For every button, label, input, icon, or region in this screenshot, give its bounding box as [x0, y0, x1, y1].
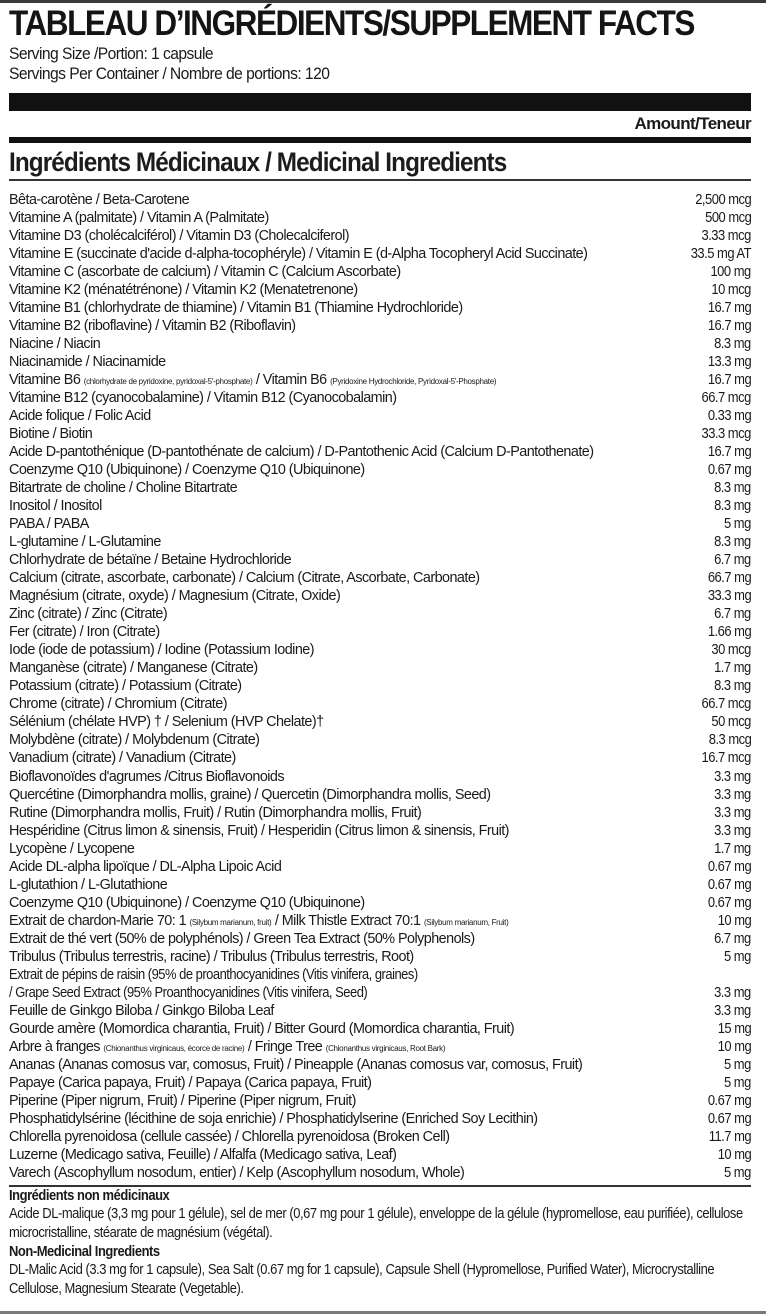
ingredient-name-wrap: [9, 209, 269, 227]
ingredient-name-fr: Coenzyme Q10 (Ubiquinone) / Coenzyme Q10 (Ubiquinone): [9, 894, 365, 911]
ingredient-name-fr: Bitartrate de choline / Choline Bitartrate: [9, 480, 238, 497]
ingredient-row: [9, 786, 751, 804]
supplement-facts-label: [9, 0, 751, 1299]
label-title: TABLEAU D’INGRÉDIENTS/SUPPLEMENT FACTS: [9, 4, 694, 43]
ingredient-source-en: (Silybum marianum, Fruit): [423, 917, 509, 927]
ingredient-name: [9, 859, 281, 875]
ingredient-name: [9, 877, 167, 893]
ingredient-amount: 66.7 mg: [707, 570, 751, 587]
ingredient-amount: 3.3 mg: [714, 804, 751, 821]
ingredient-amount: 1.66 mg: [707, 624, 751, 641]
ingredient-name-fr: Ananas (Ananas comosus var, comosus, Fruit) / Pineapple (Ananas comosus var, comosus, Fruit): [9, 1056, 583, 1073]
ingredient-name: [9, 246, 587, 262]
ingredient-row: [9, 930, 751, 948]
ingredient-name-wrap: [9, 876, 167, 894]
ingredient-name-wrap: [9, 569, 480, 587]
ingredient-amount: 11.7 mg: [708, 1128, 751, 1145]
ingredient-name-wrap: [9, 533, 161, 551]
ingredient-name-wrap: [9, 353, 166, 371]
ingredient-name-wrap: [9, 479, 237, 497]
ingredient-name-wrap: [9, 768, 284, 786]
ingredient-amount: 33.3 mcg: [701, 426, 751, 443]
ingredient-amount: 500 mcg: [704, 210, 751, 227]
ingredient-name-en: / Milk Thistle Extract 70:1: [274, 912, 421, 929]
ingredient-amount: 16.7 mg: [707, 318, 751, 335]
ingredient-amount: 30 mcg: [711, 642, 751, 659]
ingredient-name-fr: Varech (Ascophyllum nosodum, entier) / Kelp (Ascophyllum nosodum, Whole): [9, 1164, 465, 1181]
ingredient-row: [9, 299, 751, 317]
ingredient-name-fr: Hespéridine (Citrus limon & sinensis, Fruit) / Hesperidin (Citrus limon & sinensis, Fruit): [9, 822, 509, 839]
ingredient-row: [9, 569, 751, 587]
ingredient-row: [9, 191, 751, 209]
ingredient-name-fr: Tribulus (Tribulus terrestris, racine) / Tribulus (Tribulus terrestris, Root): [9, 948, 414, 965]
ingredient-name-wrap: [9, 1092, 356, 1110]
ingredient-name-fr: Phosphatidylsérine (lécithine de soja enrichie) / Phosphatidylserine (Enriched Soy Lecithin): [9, 1110, 538, 1127]
ingredient-name-fr: Extrait de chardon-Marie 70: 1: [9, 912, 187, 929]
ingredient-row: [9, 227, 751, 245]
thin-divider: [9, 137, 751, 143]
ingredient-name: [9, 1093, 356, 1109]
ingredient-name-fr: L-glutathion / L-Glutathione: [9, 876, 168, 893]
ingredient-name-fr: Manganèse (citrate) / Manganese (Citrate): [9, 660, 258, 677]
ingredient-row: [9, 894, 751, 912]
ingredient-name-fr: Potassium (citrate) / Potassium (Citrate): [9, 678, 242, 695]
ingredient-name-wrap: [9, 894, 365, 912]
ingredient-name-wrap: [9, 749, 236, 767]
ingredient-name-wrap: [9, 641, 314, 659]
ingredient-name: [9, 805, 421, 821]
section-rule: [9, 179, 751, 181]
non-medicinal-rule: [9, 1185, 751, 1187]
ingredient-name: [9, 1057, 582, 1073]
ingredient-amount: 8.3 mg: [714, 678, 751, 695]
ingredient-amount: 6.7 mg: [714, 930, 751, 947]
ingredient-name: [9, 354, 166, 370]
ingredient-row: [9, 749, 751, 767]
ingredient-name: [9, 408, 151, 424]
ingredient-name-fr: Chlorella pyrenoidosa (cellule cassée) / Chlorella pyrenoidosa (Broken Cell): [9, 1128, 450, 1145]
ingredient-name-wrap: [9, 1038, 445, 1058]
ingredient-name-en: / Vitamin B6: [255, 372, 327, 389]
ingredient-name-fr: L-glutamine / L-Glutamine: [9, 534, 161, 551]
ingredient-name: [9, 300, 463, 316]
ingredient-name-wrap: [9, 515, 89, 533]
ingredient-name-fr: Extrait de pépins de raisin (95% de proanthocyanidines (Vitis vinifera, graines): [9, 966, 418, 983]
ingredient-amount: 3.33 mcg: [701, 228, 751, 245]
ingredient-amount: 3.3 mg: [714, 984, 751, 1001]
ingredient-amount: 50 mcg: [711, 714, 751, 731]
non-medicinal-title-fr: Ingrédients non médicinaux: [9, 1187, 170, 1204]
ingredient-name-fr: PABA / PABA: [9, 516, 89, 533]
ingredient-name: [9, 841, 134, 857]
ingredient-name-wrap: [9, 371, 496, 391]
ingredient-name: [9, 696, 227, 712]
ingredient-name: [9, 966, 418, 984]
ingredient-name: [9, 372, 496, 388]
ingredient-name-wrap: [9, 858, 281, 876]
ingredient-name-line2: / Grape Seed Extract (95% Proanthocyanidines (Vitis vinifera, Seed): [9, 984, 368, 1001]
ingredient-amount: 8.3 mg: [714, 534, 751, 551]
ingredient-name-fr: Zinc (citrate) / Zinc (Citrate): [9, 606, 168, 623]
ingredient-row: [9, 371, 751, 389]
ingredient-name: [9, 282, 358, 298]
thick-divider: [9, 93, 751, 111]
ingredient-amount: 13.3 mg: [707, 354, 751, 371]
ingredient-row: [9, 605, 751, 623]
ingredient-name: [9, 1147, 396, 1163]
ingredient-name: [9, 823, 509, 839]
ingredient-name: [9, 769, 284, 785]
ingredient-name: [9, 787, 490, 803]
ingredient-name-wrap: [9, 1056, 582, 1074]
ingredient-amount: 1.7 mg: [714, 840, 751, 857]
ingredient-name-fr: Extrait de thé vert (50% de polyphénols) / Green Tea Extract (50% Polyphenols): [9, 930, 475, 947]
ingredient-amount: 8.3 mg: [714, 336, 751, 353]
ingredient-amount: 15 mg: [717, 1020, 751, 1037]
ingredient-amount: 3.3 mg: [714, 822, 751, 839]
ingredient-name-wrap: [9, 299, 463, 317]
ingredient-amount: 0.67 mg: [707, 858, 751, 875]
ingredient-name: [9, 426, 92, 442]
ingredient-name: [9, 732, 259, 748]
ingredient-name-fr: Vanadium (citrate) / Vanadium (Citrate): [9, 750, 236, 767]
servings-per-container: Servings Per Container / Nombre de portions: 120: [9, 64, 330, 83]
ingredient-row: [9, 1110, 751, 1128]
ingredient-amount: 5 mg: [724, 1074, 751, 1091]
ingredient-name-wrap: [9, 623, 160, 641]
ingredient-name-fr: Quercétine (Dimorphandra mollis, graine) / Quercetin (Dimorphandra mollis, Seed): [9, 786, 491, 803]
ingredient-row: [9, 966, 751, 1002]
ingredient-name: [9, 516, 89, 532]
ingredient-amount: 3.3 mg: [714, 768, 751, 785]
ingredient-row: [9, 263, 751, 281]
ingredient-row: [9, 822, 751, 840]
ingredient-name: [9, 336, 100, 352]
ingredient-amount: 5 mg: [724, 1164, 751, 1181]
ingredient-name-fr: Chrome (citrate) / Chromium (Citrate): [9, 696, 227, 713]
ingredient-name-wrap: [9, 822, 509, 840]
ingredient-name: [9, 714, 324, 730]
ingredient-name-wrap: [9, 461, 365, 479]
ingredient-name: [9, 642, 314, 658]
ingredient-name: [9, 624, 160, 640]
ingredient-name-fr: Molybdène (citrate) / Molybdenum (Citrate): [9, 732, 260, 749]
ingredient-name-wrap: [9, 281, 358, 299]
ingredient-amount: 66.7 mcg: [701, 696, 751, 713]
ingredient-name-wrap: [9, 497, 102, 515]
ingredient-name-wrap: [9, 605, 167, 623]
ingredient-name: [9, 390, 396, 406]
ingredient-name-fr: Vitamine B12 (cyanocobalamine) / Vitamin B12 (Cyanocobalamin): [9, 390, 397, 407]
ingredient-name-wrap: [9, 804, 421, 822]
ingredient-amount: 10 mg: [717, 912, 751, 929]
ingredient-name: [9, 1039, 445, 1055]
ingredient-row: [9, 1128, 751, 1146]
ingredient-source-fr: (Silybum marianum, fruit): [189, 917, 272, 927]
ingredient-amount: 0.67 mg: [707, 894, 751, 911]
ingredient-amount: 8.3 mcg: [708, 732, 751, 749]
ingredient-name: [9, 210, 269, 226]
ingredient-amount: 0.67 mg: [707, 876, 751, 893]
ingredient-amount: 0.67 mg: [707, 462, 751, 479]
ingredient-name-wrap: [9, 425, 92, 443]
ingredient-name-fr: Vitamine B2 (riboflavine) / Vitamin B2 (Riboflavin): [9, 318, 296, 335]
ingredient-name-wrap: [9, 786, 490, 804]
ingredient-name: [9, 1129, 450, 1145]
ingredient-name-fr: Vitamine E (succinate d'acide d-alpha-tocophéryle) / Vitamin E (d-Alpha Tocopheryl Acid Succinate): [9, 246, 588, 263]
ingredient-name: [9, 552, 291, 568]
ingredient-name-fr: Vitamine D3 (cholécalciférol) / Vitamin D3 (Cholecalciferol): [9, 228, 349, 245]
ingredient-name: [9, 606, 167, 622]
ingredient-name: [9, 480, 237, 496]
ingredient-row: [9, 1146, 751, 1164]
ingredient-row: [9, 912, 751, 930]
ingredient-source-fr: (Chionanthus virginicaus, écorce de racine): [103, 1043, 245, 1053]
ingredient-row: [9, 804, 751, 822]
ingredient-row: [9, 209, 751, 227]
ingredient-amount: 16.7 mg: [707, 372, 751, 389]
ingredient-amount: 16.7 mg: [707, 444, 751, 461]
ingredient-row: [9, 768, 751, 786]
ingredient-amount: 0.33 mg: [707, 408, 751, 425]
non-medicinal-title-en: Non-Medicinal Ingredients: [9, 1243, 160, 1260]
ingredient-row: [9, 1056, 751, 1074]
ingredient-name-wrap: [9, 263, 401, 281]
ingredient-name-wrap: [9, 912, 508, 932]
ingredient-row: [9, 551, 751, 569]
ingredient-name: [9, 678, 242, 694]
ingredient-name-wrap: [9, 1002, 274, 1020]
ingredient-name-wrap: [9, 587, 340, 605]
ingredient-name-fr: Vitamine A (palmitate) / Vitamin A (Palmitate): [9, 210, 269, 227]
ingredient-row: [9, 281, 751, 299]
ingredient-name-wrap: [9, 1020, 514, 1038]
ingredient-name-wrap: [9, 966, 463, 1002]
ingredient-name-fr: Magnésium (citrate, oxyde) / Magnesium (Citrate, Oxide): [9, 588, 341, 605]
ingredient-amount: 5 mg: [724, 948, 751, 965]
ingredient-name: [9, 1111, 538, 1127]
ingredient-name: [9, 1165, 464, 1181]
ingredient-name-wrap: [9, 840, 134, 858]
ingredient-amount: 16.7 mg: [707, 300, 751, 317]
ingredient-name-fr: Vitamine B6: [9, 372, 81, 389]
serving-size: Serving Size /Portion: 1 capsule: [9, 44, 214, 63]
ingredient-name: [9, 895, 365, 911]
ingredient-row: [9, 641, 751, 659]
ingredient-name-wrap: [9, 677, 242, 695]
ingredient-amount: 2,500 mcg: [694, 192, 751, 208]
ingredient-name: [9, 498, 102, 514]
ingredient-row: [9, 335, 751, 353]
ingredient-name: [9, 318, 296, 334]
ingredient-amount: 16.7 mcg: [701, 750, 751, 767]
ingredient-name-wrap: [9, 335, 100, 353]
ingredient-name: [9, 192, 189, 208]
ingredient-name-fr: Gourde amère (Momordica charantia, Fruit) / Bitter Gourd (Momordica charantia, Fruit): [9, 1020, 515, 1037]
ingredient-name-fr: Biotine / Biotin: [9, 426, 93, 443]
ingredient-name: [9, 462, 365, 478]
ingredient-name-wrap: [9, 1128, 450, 1146]
ingredient-name: [9, 1003, 274, 1019]
ingredient-amount: 6.7 mg: [714, 606, 751, 623]
ingredient-name-wrap: [9, 443, 593, 461]
ingredient-row: [9, 245, 751, 263]
ingredient-amount: 5 mg: [724, 516, 751, 533]
ingredient-name-fr: Niacine / Niacin: [9, 336, 101, 353]
ingredient-row: [9, 497, 751, 515]
ingredient-name: [9, 660, 258, 676]
ingredient-amount: 5 mg: [724, 1056, 751, 1073]
ingredient-name: [9, 588, 340, 604]
ingredient-amount: 8.3 mg: [714, 480, 751, 497]
ingredient-name-wrap: [9, 948, 414, 966]
ingredient-row: [9, 443, 751, 461]
ingredient-amount: 0.67 mg: [707, 1110, 751, 1127]
ingredient-row: [9, 1038, 751, 1056]
ingredient-name-wrap: [9, 227, 349, 245]
ingredient-name-fr: Bêta-carotène / Beta-Carotene: [9, 192, 190, 208]
ingredient-name: [9, 750, 236, 766]
ingredient-name-fr: Arbre à franges: [9, 1038, 100, 1055]
non-medicinal-text-fr: Acide DL-malique (3,3 mg pour 1 gélule), sel de mer (0,67 mg pour 1 gélule), enveloppe de la gélule (hypromellose, eau purifiée), cellulose microcristalline, stéarate de magnésium (végétal).: [9, 1205, 743, 1241]
ingredient-name-fr: Acide D-pantothénique (D-pantothénate de calcium) / D-Pantothenic Acid (Calcium D-Pantothenate): [9, 444, 594, 461]
ingredient-name-fr: Acide DL-alpha lipoïque / DL-Alpha Lipoic Acid: [9, 858, 282, 875]
ingredient-name-wrap: [9, 1074, 371, 1092]
ingredient-row: [9, 407, 751, 425]
ingredient-name-wrap: [9, 1146, 396, 1164]
ingredient-name: [9, 913, 508, 929]
ingredient-name-fr: Bioflavonoïdes d'agrumes /Citrus Bioflavonoids: [9, 768, 285, 785]
ingredient-name-fr: Coenzyme Q10 (Ubiquinone) / Coenzyme Q10 (Ubiquinone): [9, 462, 365, 479]
medicinal-ingredients-title: Ingrédients Médicinaux / Medicinal Ingredients: [9, 147, 507, 177]
ingredient-name: [9, 1075, 371, 1091]
ingredient-name-wrap: [9, 1110, 538, 1128]
ingredient-row: [9, 533, 751, 551]
ingredient-amount: 8.3 mg: [714, 498, 751, 515]
ingredient-name-wrap: [9, 695, 227, 713]
ingredient-amount: 10 mcg: [711, 282, 751, 299]
ingredient-name-wrap: [9, 407, 151, 425]
ingredient-name-wrap: [9, 930, 475, 948]
ingredient-row: [9, 677, 751, 695]
ingredient-name-fr: Fer (citrate) / Iron (Citrate): [9, 624, 160, 641]
ingredient-name-fr: Rutine (Dimorphandra mollis, Fruit) / Rutin (Dimorphandra mollis, Fruit): [9, 804, 422, 821]
ingredient-name-wrap: [9, 659, 258, 677]
ingredient-row: [9, 840, 751, 858]
ingredient-row: [9, 317, 751, 335]
ingredient-name-fr: Iode (iode de potassium) / Iodine (Potassium Iodine): [9, 642, 314, 659]
ingredient-name: [9, 444, 593, 460]
ingredient-name-fr: Papaye (Carica papaya, Fruit) / Papaya (Carica papaya, Fruit): [9, 1074, 372, 1091]
ingredient-name-fr: Niacinamide / Niacinamide: [9, 354, 166, 371]
ingredient-row: [9, 1092, 751, 1110]
ingredient-amount: 6.7 mg: [714, 552, 751, 569]
ingredient-name-fr: Acide folique / Folic Acid: [9, 408, 151, 425]
ingredient-row: [9, 1002, 751, 1020]
ingredient-name-wrap: [9, 551, 291, 569]
ingredient-source-en: (Chionanthus virginicaus, Root Bark): [325, 1043, 446, 1053]
ingredient-name-fr: Inositol / Inositol: [9, 498, 102, 515]
ingredient-row: [9, 948, 751, 966]
ingredient-row: [9, 1020, 751, 1038]
ingredient-source-fr: (chlorhydrate de pyridoxine, pyridoxal-5'-phosphate): [83, 377, 253, 387]
ingredient-amount: 3.3 mg: [714, 786, 751, 803]
ingredient-amount: 33.5 mg AT: [690, 246, 751, 263]
ingredient-row: [9, 515, 751, 533]
ingredient-name: [9, 949, 414, 965]
ingredient-amount: 100 mg: [710, 264, 751, 281]
amount-header: Amount/Teneur: [634, 114, 751, 133]
ingredient-name-wrap: [9, 731, 259, 749]
ingredient-name: [9, 534, 161, 550]
ingredient-name-fr: Feuille de Ginkgo Biloba / Ginkgo Biloba Leaf: [9, 1002, 274, 1019]
ingredient-row: [9, 713, 751, 731]
ingredient-amount: 66.7 mcg: [701, 390, 751, 407]
ingredient-row: [9, 587, 751, 605]
ingredient-name-wrap: [9, 317, 296, 335]
ingredient-amount: 3.3 mg: [714, 1002, 751, 1019]
ingredient-name-fr: Vitamine C (ascorbate de calcium) / Vitamin C (Calcium Ascorbate): [9, 264, 401, 281]
ingredient-name-fr: Chlorhydrate de bétaïne / Betaine Hydrochloride: [9, 552, 292, 569]
ingredient-amount: 33.3 mg: [707, 588, 751, 605]
ingredient-amount: 1.7 mg: [714, 660, 751, 677]
ingredient-amount: 0.67 mg: [707, 1092, 751, 1109]
ingredient-row: [9, 389, 751, 407]
ingredient-name-wrap: [9, 1164, 464, 1182]
ingredient-row: [9, 461, 751, 479]
ingredient-row: [9, 425, 751, 443]
ingredient-amount: 10 mg: [717, 1038, 751, 1055]
ingredient-name-fr: Vitamine K2 (ménatétrénone) / Vitamin K2 (Menatetrenone): [9, 282, 358, 299]
ingredient-name-fr: Vitamine B1 (chlorhydrate de thiamine) / Vitamin B1 (Thiamine Hydrochloride): [9, 300, 463, 317]
ingredient-name-wrap: [9, 713, 324, 731]
ingredient-name: [9, 228, 349, 244]
ingredient-name-fr: Sélénium (chélate HVP) † / Selenium (HVP Chelate)†: [9, 714, 324, 731]
ingredient-row: [9, 1074, 751, 1092]
ingredient-amount: 10 mg: [717, 1146, 751, 1163]
ingredient-row: [9, 623, 751, 641]
ingredient-row: [9, 695, 751, 713]
ingredient-row: [9, 353, 751, 371]
ingredient-name: [9, 570, 480, 586]
ingredient-row: [9, 858, 751, 876]
ingredient-name-fr: Piperine (Piper nigrum, Fruit) / Piperine (Piper nigrum, Fruit): [9, 1092, 356, 1109]
ingredient-row: [9, 1164, 751, 1182]
ingredient-row: [9, 479, 751, 497]
non-medicinal-text-en: DL-Malic Acid (3.3 mg for 1 capsule), Sea Salt (0.67 mg for 1 capsule), Capsule Shell (Hypromellose, Purified Water), Microcrystalline Cellulose, Magnesium Stearate (Vegetable).: [9, 1261, 715, 1297]
ingredient-name-fr: Luzerne (Medicago sativa, Feuille) / Alfalfa (Medicago sativa, Leaf): [9, 1146, 397, 1163]
ingredient-name-en: / Fringe Tree: [247, 1038, 323, 1055]
ingredient-name-wrap: [9, 389, 396, 407]
ingredient-name: [9, 931, 475, 947]
ingredient-row: [9, 659, 751, 677]
ingredient-name: [9, 1021, 514, 1037]
ingredient-row: [9, 731, 751, 749]
ingredient-name-fr: Lycopène / Lycopene: [9, 840, 135, 857]
ingredient-source-en: (Pyridoxine Hydrochloride, Pyridoxal-5'-Phosphate): [330, 377, 497, 387]
ingredient-name-wrap: [9, 191, 189, 209]
ingredient-name-fr: Calcium (citrate, ascorbate, carbonate) / Calcium (Citrate, Ascorbate, Carbonate): [9, 570, 480, 587]
ingredient-row: [9, 876, 751, 894]
ingredient-name: [9, 264, 401, 280]
ingredient-list: [9, 191, 751, 1182]
ingredient-name-wrap: [9, 245, 587, 263]
